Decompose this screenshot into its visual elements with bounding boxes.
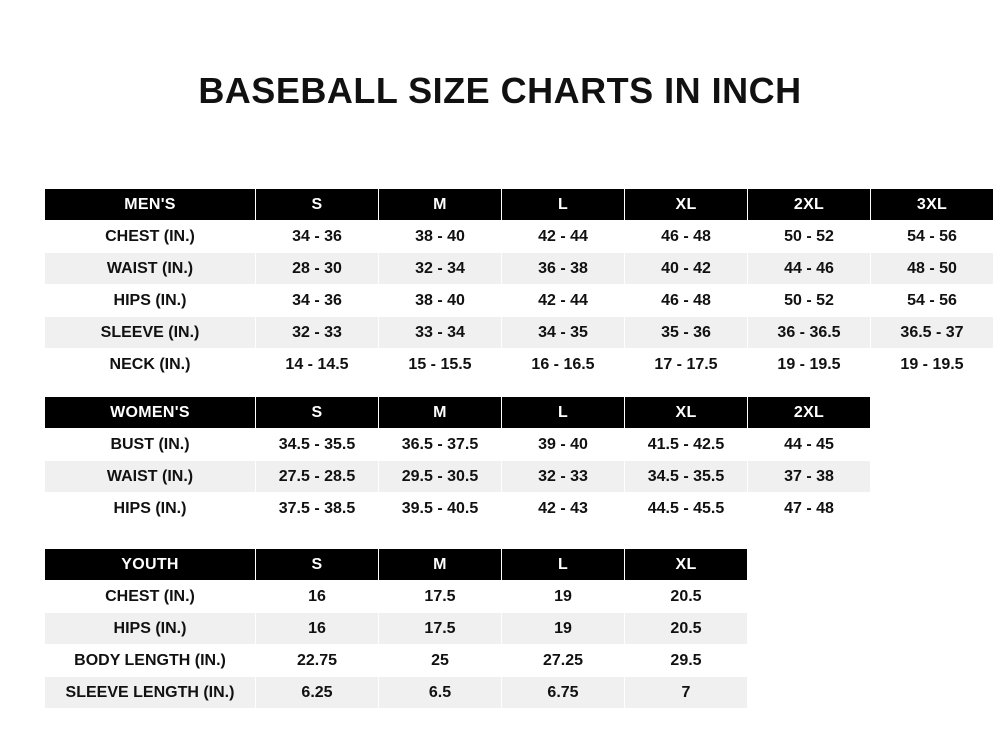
table-body xyxy=(45,221,994,381)
row-label: WAIST (IN.) xyxy=(45,461,256,493)
row-label: CHEST (IN.) xyxy=(45,581,256,613)
measurement-cell: 33 - 34 xyxy=(379,317,502,349)
measurement-cell: 40 - 42 xyxy=(625,253,748,285)
column-header-size: M xyxy=(379,549,502,581)
column-header-size: S xyxy=(256,189,379,221)
table-header-row xyxy=(45,189,994,221)
table-row xyxy=(45,613,748,645)
measurement-cell: 29.5 xyxy=(625,645,748,677)
column-header-size: M xyxy=(379,397,502,429)
table-row xyxy=(45,645,748,677)
measurement-cell: 42 - 43 xyxy=(502,493,625,525)
measurement-cell: 44 - 46 xyxy=(748,253,871,285)
measurement-cell: 17.5 xyxy=(379,613,502,645)
womens-size-table xyxy=(44,396,871,525)
row-label: HIPS (IN.) xyxy=(45,613,256,645)
measurement-cell: 7 xyxy=(625,677,748,709)
measurement-cell: 38 - 40 xyxy=(379,221,502,253)
table-body xyxy=(45,429,871,525)
measurement-cell: 50 - 52 xyxy=(748,285,871,317)
table-row xyxy=(45,581,748,613)
measurement-cell: 19 - 19.5 xyxy=(748,349,871,381)
column-header-size: 2XL xyxy=(748,397,871,429)
measurement-cell: 54 - 56 xyxy=(871,285,994,317)
row-label: NECK (IN.) xyxy=(45,349,256,381)
womens-size-chart xyxy=(44,396,871,525)
column-header-category: WOMEN'S xyxy=(45,397,256,429)
table-row xyxy=(45,461,871,493)
measurement-cell: 28 - 30 xyxy=(256,253,379,285)
measurement-cell: 17.5 xyxy=(379,581,502,613)
column-header-category: MEN'S xyxy=(45,189,256,221)
row-label: BUST (IN.) xyxy=(45,429,256,461)
measurement-cell: 17 - 17.5 xyxy=(625,349,748,381)
column-header-size: L xyxy=(502,189,625,221)
mens-size-chart xyxy=(44,188,994,381)
measurement-cell: 42 - 44 xyxy=(502,285,625,317)
row-label: CHEST (IN.) xyxy=(45,221,256,253)
measurement-cell: 14 - 14.5 xyxy=(256,349,379,381)
measurement-cell: 46 - 48 xyxy=(625,285,748,317)
table-row xyxy=(45,317,994,349)
measurement-cell: 38 - 40 xyxy=(379,285,502,317)
row-label: HIPS (IN.) xyxy=(45,285,256,317)
measurement-cell: 16 - 16.5 xyxy=(502,349,625,381)
measurement-cell: 50 - 52 xyxy=(748,221,871,253)
measurement-cell: 29.5 - 30.5 xyxy=(379,461,502,493)
measurement-cell: 37.5 - 38.5 xyxy=(256,493,379,525)
column-header-size: XL xyxy=(625,189,748,221)
column-header-size: L xyxy=(502,549,625,581)
measurement-cell: 27.5 - 28.5 xyxy=(256,461,379,493)
measurement-cell: 32 - 33 xyxy=(256,317,379,349)
table-header-row xyxy=(45,549,748,581)
page-title: BASEBALL SIZE CHARTS IN INCH xyxy=(198,70,802,111)
measurement-cell: 19 - 19.5 xyxy=(871,349,994,381)
row-label: WAIST (IN.) xyxy=(45,253,256,285)
measurement-cell: 15 - 15.5 xyxy=(379,349,502,381)
measurement-cell: 32 - 34 xyxy=(379,253,502,285)
table-row xyxy=(45,429,871,461)
youth-size-chart xyxy=(44,548,748,709)
column-header-size: XL xyxy=(625,397,748,429)
measurement-cell: 16 xyxy=(256,613,379,645)
measurement-cell: 32 - 33 xyxy=(502,461,625,493)
measurement-cell: 41.5 - 42.5 xyxy=(625,429,748,461)
measurement-cell: 34 - 36 xyxy=(256,221,379,253)
measurement-cell: 34 - 35 xyxy=(502,317,625,349)
measurement-cell: 46 - 48 xyxy=(625,221,748,253)
measurement-cell: 34.5 - 35.5 xyxy=(256,429,379,461)
measurement-cell: 36.5 - 37.5 xyxy=(379,429,502,461)
measurement-cell: 36.5 - 37 xyxy=(871,317,994,349)
column-header-size: S xyxy=(256,397,379,429)
measurement-cell: 36 - 36.5 xyxy=(748,317,871,349)
column-header-size: L xyxy=(502,397,625,429)
measurement-cell: 20.5 xyxy=(625,581,748,613)
row-label: HIPS (IN.) xyxy=(45,493,256,525)
row-label: SLEEVE (IN.) xyxy=(45,317,256,349)
column-header-size: 2XL xyxy=(748,189,871,221)
row-label: BODY LENGTH (IN.) xyxy=(45,645,256,677)
mens-size-table xyxy=(44,188,994,381)
table-row xyxy=(45,349,994,381)
column-header-size: S xyxy=(256,549,379,581)
column-header-size: M xyxy=(379,189,502,221)
measurement-cell: 54 - 56 xyxy=(871,221,994,253)
measurement-cell: 19 xyxy=(502,613,625,645)
measurement-cell: 35 - 36 xyxy=(625,317,748,349)
measurement-cell: 44.5 - 45.5 xyxy=(625,493,748,525)
measurement-cell: 47 - 48 xyxy=(748,493,871,525)
table-row xyxy=(45,285,994,317)
measurement-cell: 16 xyxy=(256,581,379,613)
measurement-cell: 20.5 xyxy=(625,613,748,645)
table-row xyxy=(45,221,994,253)
measurement-cell: 25 xyxy=(379,645,502,677)
measurement-cell: 37 - 38 xyxy=(748,461,871,493)
column-header-size: 3XL xyxy=(871,189,994,221)
table-row xyxy=(45,493,871,525)
measurement-cell: 22.75 xyxy=(256,645,379,677)
column-header-category: YOUTH xyxy=(45,549,256,581)
measurement-cell: 36 - 38 xyxy=(502,253,625,285)
table-body xyxy=(45,581,748,709)
measurement-cell: 34.5 - 35.5 xyxy=(625,461,748,493)
measurement-cell: 39 - 40 xyxy=(502,429,625,461)
table-row xyxy=(45,253,994,285)
measurement-cell: 6.5 xyxy=(379,677,502,709)
youth-size-table xyxy=(44,548,748,709)
measurement-cell: 27.25 xyxy=(502,645,625,677)
measurement-cell: 48 - 50 xyxy=(871,253,994,285)
measurement-cell: 34 - 36 xyxy=(256,285,379,317)
measurement-cell: 44 - 45 xyxy=(748,429,871,461)
measurement-cell: 39.5 - 40.5 xyxy=(379,493,502,525)
table-header-row xyxy=(45,397,871,429)
measurement-cell: 19 xyxy=(502,581,625,613)
measurement-cell: 6.25 xyxy=(256,677,379,709)
column-header-size: XL xyxy=(625,549,748,581)
measurement-cell: 6.75 xyxy=(502,677,625,709)
measurement-cell: 42 - 44 xyxy=(502,221,625,253)
row-label: SLEEVE LENGTH (IN.) xyxy=(45,677,256,709)
table-row xyxy=(45,677,748,709)
